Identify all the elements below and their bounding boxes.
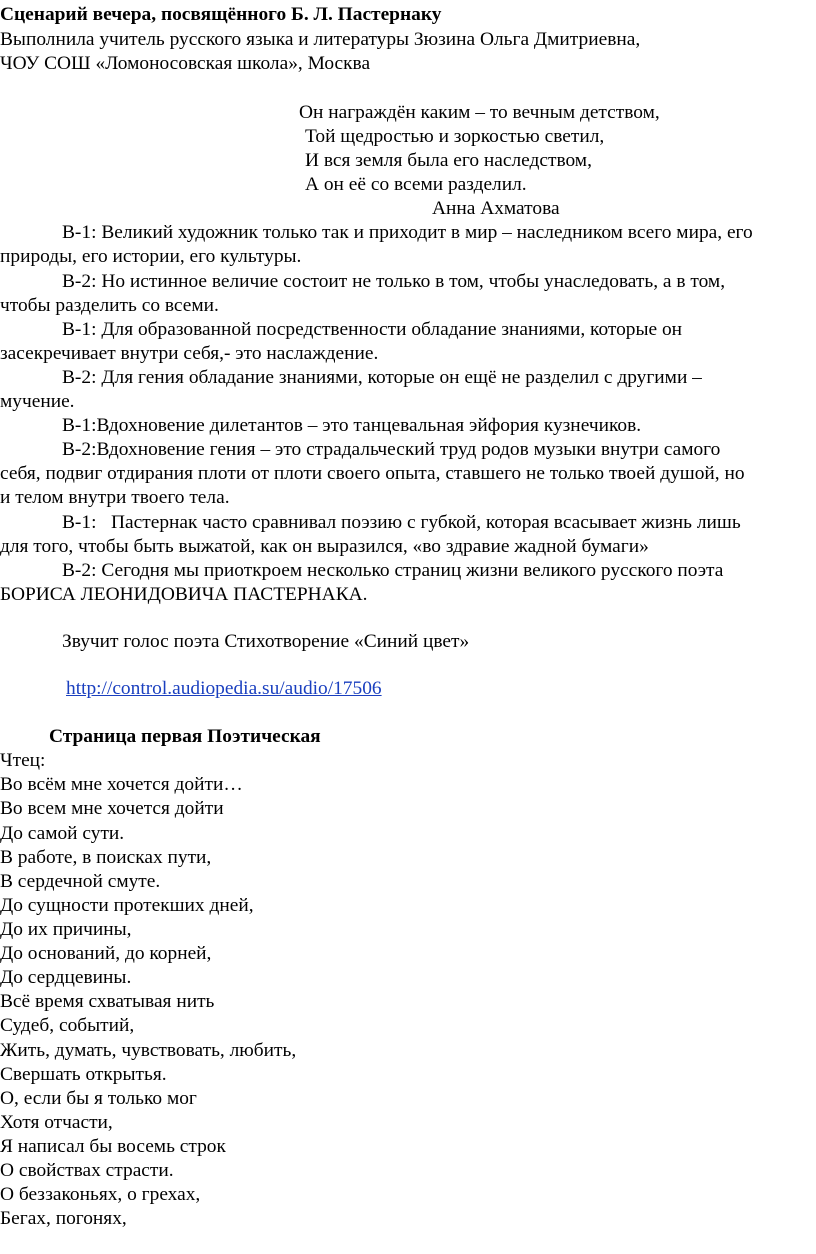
dialogue-line: В-2: Сегодня мы приоткроем несколько страниц жизни великого русского поэта bbox=[62, 560, 724, 581]
author-line: Выполнила учитель русского языка и литературы Зюзина Ольга Дмитриевна, bbox=[0, 29, 641, 50]
dialogue-line: себя, подвиг отдирания плоти от плоти своего опыта, ставшего не только твоей душой, но bbox=[0, 463, 745, 484]
school-line: ЧОУ СОШ «Ломоносовская школа», Москва bbox=[0, 53, 371, 74]
dialogue-line: В-2:Вдохновение гения – это страдальческий труд родов музыки внутри самого bbox=[62, 439, 721, 460]
epigraph-line: А он её со всеми разделил. bbox=[305, 174, 527, 195]
section-heading: Страница первая Поэтическая bbox=[49, 726, 321, 747]
dialogue-line: В-1: Пастернак часто сравнивал поэзию с губкой, которая всасывает жизнь лишь bbox=[62, 512, 741, 533]
poem-line: О, если бы я только мог bbox=[0, 1088, 197, 1109]
poem-line: До самой сути. bbox=[0, 823, 125, 844]
poem-line: Я написал бы восемь строк bbox=[0, 1136, 226, 1157]
poem-line: В сердечной смуте. bbox=[0, 871, 161, 892]
dialogue-line: и телом внутри твоего тела. bbox=[0, 487, 230, 508]
poem-line: Во всем мне хочется дойти bbox=[0, 798, 224, 819]
audio-link[interactable]: http://control.audiopedia.su/audio/17506 bbox=[66, 678, 382, 699]
dialogue-line: засекречивает внутри себя,- это наслаждение. bbox=[0, 343, 379, 364]
dialogue-line: В-1: Великий художник только так и приходит в мир – наследником всего мира, его bbox=[62, 222, 753, 243]
poem-line: Всё время схватывая нить bbox=[0, 991, 215, 1012]
poem-line: До оснований, до корней, bbox=[0, 943, 212, 964]
dialogue-line: для того, чтобы быть выжатой, как он выразился, «во здравие жадной бумаги» bbox=[0, 536, 649, 557]
dialogue-line: мучение. bbox=[0, 391, 75, 412]
epigraph-line: Он награждён каким – то вечным детством, bbox=[299, 102, 660, 123]
poem-line: Хотя отчасти, bbox=[0, 1112, 113, 1133]
poem-line: Бегах, погонях, bbox=[0, 1208, 127, 1229]
poem-line: Судеб, событий, bbox=[0, 1015, 135, 1036]
poem-line: О беззаконьях, о грехах, bbox=[0, 1184, 201, 1205]
poem-line: В работе, в поисках пути, bbox=[0, 847, 212, 868]
poem-line: Жить, думать, чувствовать, любить, bbox=[0, 1040, 297, 1061]
dialogue-line: природы, его истории, его культуры. bbox=[0, 246, 302, 267]
epigraph-line: И вся земля была его наследством, bbox=[305, 150, 592, 171]
audio-note: Звучит голос поэта Стихотворение «Синий цвет» bbox=[62, 631, 470, 652]
dialogue-line: В-2: Для гения обладание знаниями, которые он ещё не разделил с другими – bbox=[62, 367, 702, 388]
poem-line: До сущности протекших дней, bbox=[0, 895, 254, 916]
poem-line: До сердцевины. bbox=[0, 967, 132, 988]
poem-line: До их причины, bbox=[0, 919, 132, 940]
epigraph-attribution: Анна Ахматова bbox=[432, 198, 560, 219]
dialogue-line: БОРИСА ЛЕОНИДОВИЧА ПАСТЕРНАКА. bbox=[0, 584, 368, 605]
poem-line: О свойствах страсти. bbox=[0, 1160, 174, 1181]
epigraph-line: Той щедростью и зоркостью светил, bbox=[305, 126, 605, 147]
dialogue-line: В-1: Для образованной посредственности обладание знаниями, которые он bbox=[62, 319, 683, 340]
dialogue-line: чтобы разделить со всеми. bbox=[0, 295, 219, 316]
poem-line: Во всём мне хочется дойти… bbox=[0, 774, 243, 795]
poem-line: Свершать открытья. bbox=[0, 1064, 167, 1085]
document-title: Сценарий вечера, посвящённого Б. Л. Пастернаку bbox=[0, 4, 442, 25]
dialogue-line: В-2: Но истинное величие состоит не только в том, чтобы унаследовать, а в том, bbox=[62, 271, 726, 292]
dialogue-line: В-1:Вдохновение дилетантов – это танцевальная эйфория кузнечиков. bbox=[62, 415, 642, 436]
reader-label: Чтец: bbox=[0, 750, 46, 771]
